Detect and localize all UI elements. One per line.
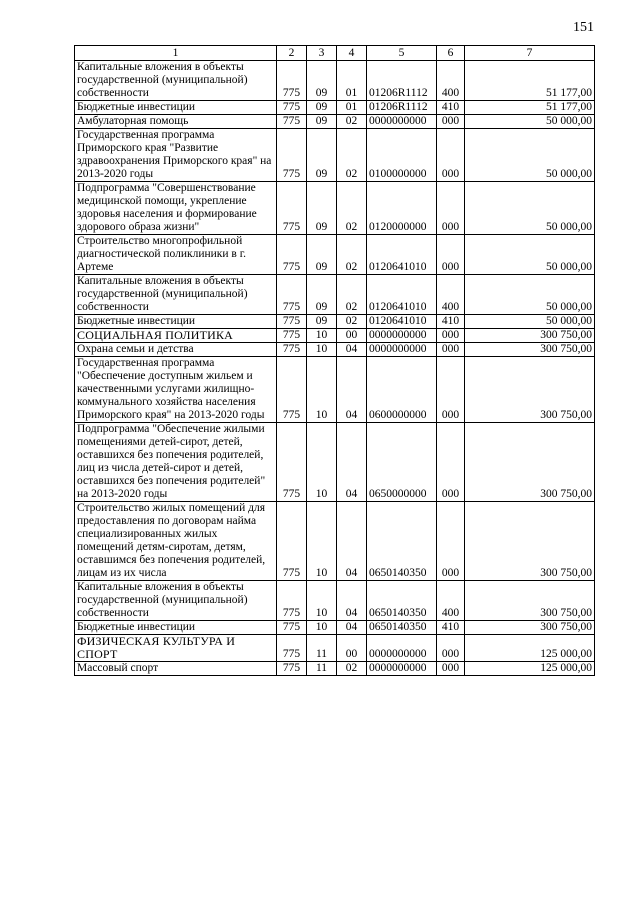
section-code: 09 [307, 275, 337, 315]
item-name: Бюджетные инвестиции [75, 621, 277, 635]
admin-code: 775 [277, 61, 307, 101]
target-article-code: 0650140350 [367, 581, 437, 621]
section-code: 10 [307, 343, 337, 357]
amount: 300 750,00 [465, 329, 595, 343]
expense-type-code: 000 [437, 357, 465, 423]
amount: 300 750,00 [465, 357, 595, 423]
expense-type-code: 000 [437, 502, 465, 581]
subsection-code: 02 [337, 315, 367, 329]
target-article-code: 0600000000 [367, 357, 437, 423]
subsection-code: 00 [337, 329, 367, 343]
table-row [75, 423, 595, 502]
subsection-code: 04 [337, 357, 367, 423]
amount: 125 000,00 [465, 662, 595, 676]
item-name: Капитальные вложения в объекты государственной (муниципальной) собственности [75, 275, 277, 315]
section-code: 10 [307, 423, 337, 502]
column-header: 6 [437, 46, 465, 61]
table-row [75, 235, 595, 275]
section-code: 11 [307, 662, 337, 676]
amount: 125 000,00 [465, 635, 595, 662]
target-article-code: 0120641010 [367, 275, 437, 315]
section-code: 11 [307, 635, 337, 662]
target-article-code: 01206R1112 [367, 101, 437, 115]
table-row [75, 621, 595, 635]
item-name: Подпрограмма "Обеспечение жилыми помещениями детей-сирот, детей, оставшихся без попечения родителей, лиц из числа детей-сирот и детей, оставшихся без попечения родителей" на 2013-2020 годы [75, 423, 277, 502]
admin-code: 775 [277, 315, 307, 329]
section-code: 09 [307, 115, 337, 129]
column-header: 3 [307, 46, 337, 61]
expense-type-code: 400 [437, 581, 465, 621]
subsection-code: 02 [337, 235, 367, 275]
expense-type-code: 400 [437, 61, 465, 101]
amount: 300 750,00 [465, 423, 595, 502]
table-row [75, 129, 595, 182]
table-row [75, 502, 595, 581]
subsection-code: 02 [337, 129, 367, 182]
admin-code: 775 [277, 423, 307, 502]
table-row [75, 115, 595, 129]
subsection-code: 04 [337, 581, 367, 621]
item-name: Массовый спорт [75, 662, 277, 676]
table-row [75, 662, 595, 676]
table-row [75, 101, 595, 115]
amount: 300 750,00 [465, 343, 595, 357]
item-name: Капитальные вложения в объекты государственной (муниципальной) собственности [75, 61, 277, 101]
subsection-code: 02 [337, 275, 367, 315]
table-header-row [75, 46, 595, 61]
admin-code: 775 [277, 635, 307, 662]
column-header: 7 [465, 46, 595, 61]
section-code: 09 [307, 182, 337, 235]
table-row [75, 343, 595, 357]
target-article-code: 0120641010 [367, 235, 437, 275]
admin-code: 775 [277, 581, 307, 621]
expense-type-code: 410 [437, 101, 465, 115]
section-code: 09 [307, 61, 337, 101]
section-code: 10 [307, 581, 337, 621]
section-code: 09 [307, 101, 337, 115]
amount: 50 000,00 [465, 235, 595, 275]
amount: 50 000,00 [465, 115, 595, 129]
item-name: Строительство многопрофильной диагностической поликлиники в г. Артеме [75, 235, 277, 275]
table-row [75, 329, 595, 343]
item-name: Амбулаторная помощь [75, 115, 277, 129]
item-name: Бюджетные инвестиции [75, 101, 277, 115]
page-number: 151 [573, 20, 594, 35]
section-code: 10 [307, 329, 337, 343]
amount: 50 000,00 [465, 275, 595, 315]
admin-code: 775 [277, 621, 307, 635]
item-name: Подпрограмма "Совершенствование медицинской помощи, укрепление здоровья населения и формирование здорового образа жизни" [75, 182, 277, 235]
item-name: Государственная программа Приморского края "Развитие здравоохранения Приморского края" на 2013-2020 годы [75, 129, 277, 182]
target-article-code: 0000000000 [367, 662, 437, 676]
subsection-code: 04 [337, 621, 367, 635]
amount: 300 750,00 [465, 581, 595, 621]
table-row [75, 61, 595, 101]
expense-type-code: 000 [437, 423, 465, 502]
subsection-code: 02 [337, 662, 367, 676]
subsection-code: 01 [337, 61, 367, 101]
target-article-code: 0120641010 [367, 315, 437, 329]
expense-type-code: 000 [437, 182, 465, 235]
amount: 51 177,00 [465, 101, 595, 115]
target-article-code: 01206R1112 [367, 61, 437, 101]
admin-code: 775 [277, 329, 307, 343]
column-header: 2 [277, 46, 307, 61]
target-article-code: 0650140350 [367, 502, 437, 581]
column-header: 5 [367, 46, 437, 61]
admin-code: 775 [277, 129, 307, 182]
expense-type-code: 000 [437, 662, 465, 676]
admin-code: 775 [277, 357, 307, 423]
table-row [75, 315, 595, 329]
subsection-code: 02 [337, 115, 367, 129]
expense-type-code: 000 [437, 129, 465, 182]
table-row [75, 182, 595, 235]
expense-type-code: 000 [437, 329, 465, 343]
target-article-code: 0000000000 [367, 115, 437, 129]
expense-type-code: 000 [437, 235, 465, 275]
target-article-code: 0000000000 [367, 343, 437, 357]
section-code: 10 [307, 357, 337, 423]
item-name: СОЦИАЛЬНАЯ ПОЛИТИКА [75, 329, 277, 343]
expense-type-code: 000 [437, 635, 465, 662]
expense-type-code: 400 [437, 275, 465, 315]
expense-type-code: 000 [437, 115, 465, 129]
amount: 50 000,00 [465, 182, 595, 235]
target-article-code: 0650000000 [367, 423, 437, 502]
target-article-code: 0000000000 [367, 635, 437, 662]
table-row [75, 357, 595, 423]
expense-type-code: 000 [437, 343, 465, 357]
admin-code: 775 [277, 275, 307, 315]
table-row [75, 635, 595, 662]
admin-code: 775 [277, 101, 307, 115]
target-article-code: 0650140350 [367, 621, 437, 635]
section-code: 09 [307, 315, 337, 329]
subsection-code: 04 [337, 423, 367, 502]
item-name: Строительство жилых помещений для предоставления по договорам найма специализированных жилых помещений детям-сиротам, детям, оставшимся без попечения родителей, лицам из их числа [75, 502, 277, 581]
section-code: 10 [307, 502, 337, 581]
subsection-code: 04 [337, 502, 367, 581]
expense-type-code: 410 [437, 315, 465, 329]
item-name: Капитальные вложения в объекты государственной (муниципальной) собственности [75, 581, 277, 621]
item-name: Государственная программа "Обеспечение доступным жильем и качественными услугами жилищно-коммунального хозяйства населения Приморского края" на 2013-2020 годы [75, 357, 277, 423]
column-header: 4 [337, 46, 367, 61]
section-code: 09 [307, 235, 337, 275]
amount: 50 000,00 [465, 315, 595, 329]
admin-code: 775 [277, 343, 307, 357]
target-article-code: 0000000000 [367, 329, 437, 343]
table-row [75, 581, 595, 621]
section-code: 10 [307, 621, 337, 635]
amount: 50 000,00 [465, 129, 595, 182]
admin-code: 775 [277, 115, 307, 129]
subsection-code: 00 [337, 635, 367, 662]
target-article-code: 0100000000 [367, 129, 437, 182]
subsection-code: 01 [337, 101, 367, 115]
table-row [75, 275, 595, 315]
budget-table [74, 45, 595, 676]
target-article-code: 0120000000 [367, 182, 437, 235]
expense-type-code: 410 [437, 621, 465, 635]
admin-code: 775 [277, 662, 307, 676]
subsection-code: 02 [337, 182, 367, 235]
column-header: 1 [75, 46, 277, 61]
admin-code: 775 [277, 235, 307, 275]
amount: 300 750,00 [465, 621, 595, 635]
amount: 300 750,00 [465, 502, 595, 581]
admin-code: 775 [277, 502, 307, 581]
subsection-code: 04 [337, 343, 367, 357]
item-name: Охрана семьи и детства [75, 343, 277, 357]
amount: 51 177,00 [465, 61, 595, 101]
admin-code: 775 [277, 182, 307, 235]
section-code: 09 [307, 129, 337, 182]
item-name: Бюджетные инвестиции [75, 315, 277, 329]
item-name: ФИЗИЧЕСКАЯ КУЛЬТУРА И СПОРТ [75, 635, 277, 662]
